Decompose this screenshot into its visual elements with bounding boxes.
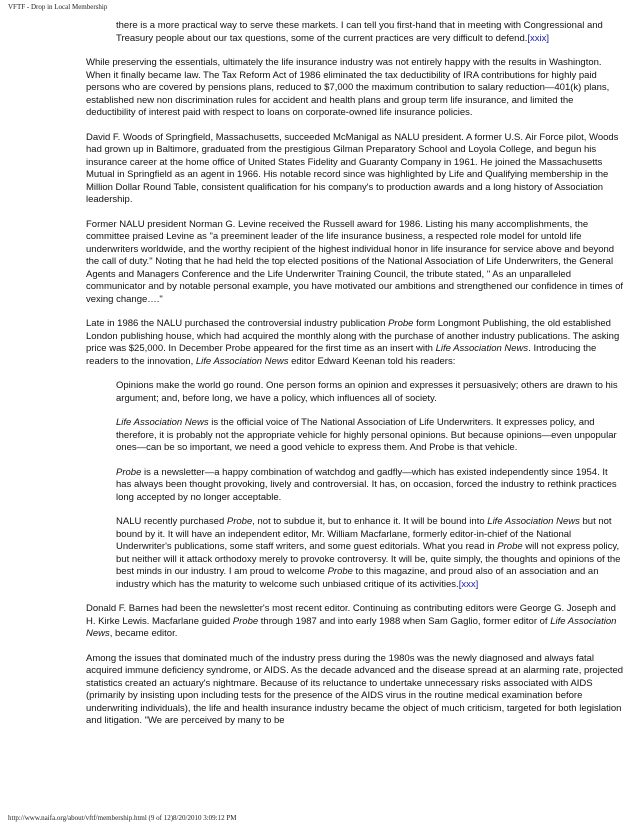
page-footer-url: http://www.naifa.org/about/vftf/membership.html (9 of 12)8/20/2010 3:09:12 PM (8, 814, 237, 822)
footnote-link[interactable]: [xxix] (527, 32, 550, 44)
italic-title: Probe (388, 318, 414, 329)
italic-title: Life Association News (86, 615, 617, 639)
text-run: NALU recently purchased (116, 516, 227, 527)
italic-title: Life Association News (435, 343, 529, 354)
document-body (86, 20, 624, 740)
body-paragraph (86, 603, 624, 641)
block-quote (86, 417, 624, 455)
italic-title: Probe (232, 615, 259, 627)
body-paragraph (86, 219, 624, 307)
block-quote (86, 516, 624, 591)
footnote-link[interactable]: [xxx] (458, 578, 479, 590)
text-run: there is a more practical way to serve these markets. I can tell you first-hand that in meeting with Congressional and Treasury people about our tax questions, some of the current practices are very difficult to defend. (116, 20, 603, 44)
body-paragraph (86, 57, 624, 120)
block-quote-paragraph (116, 516, 624, 591)
italic-title: Life Association News (116, 417, 209, 428)
text-run: While preserving the essentials, ultimately the life insurance industry was not entirely happy with the results in Washington. When it finally became law. The Tax Reform Act of 1986 eliminated the tax deductibility of IRA contributions for highly paid persons who are covered by pensions plans, reduced to $7,000 the maximum contribution to salary reduction—401(k) plans, established new non discrimination rules for accident and health plans and group term life insurance, and limited the deductibility of interest paid with respect to loans on corporate-owned life insurance policies. (86, 57, 610, 118)
block-quote-paragraph (116, 380, 624, 405)
text-run: Among the issues that dominated much of the industry press during the 1980s was the newly diagnosed and always fatal acquired immune deficiency syndrome, or AIDS. As the decade advanced and the disease spread at an alarming rate, projected statistics created an actuary's nightmare. Because of its reluctance to undertake unnecessary risks associated with AIDS (primarily by insisting upon including tests for the presence of the AIDS virus in the routine medical examination before underwriting individuals), the life and health insurance industry became the object of much criticism, targeted for both legislation and litigation. "We are perceived by many to be (86, 652, 624, 726)
text-run: to this magazine, and proud also of an association and an industry which has the maturity to welcome such unbiased critique of its activities. (116, 566, 599, 590)
text-run: . Introducing the readers to the innovation, (86, 343, 597, 367)
body-paragraph (86, 318, 624, 368)
italic-title: Probe (497, 541, 523, 552)
text-run: editor Edward Keenan told his readers: (288, 355, 456, 367)
text-run: David F. Woods of Springfield, Massachusetts, succeeded McManigal as NALU president. A former U.S. Air Force pilot, Woods had grown up in Baltimore, graduated from the prestigious Gilman Preparatory School and Loyola College, and begun his insurance career at the home office of United States Fidelity and Guaranty Company in 1961. He joined the Massachusetts Mutual in Springfield as an agent in 1966. His notable record since was highlighted by Life and Qualifying membership in the Million Dollar Round Table, consistent qualification for his company's to production awards and a long history of Association leadership. (86, 131, 619, 205)
block-quote (86, 380, 624, 405)
block-quote-paragraph (116, 417, 624, 455)
text-run: , not to subdue it, but to enhance it. It will be bound into (252, 516, 488, 527)
text-run: Late in 1986 the NALU purchased the controversial industry publication (86, 318, 389, 329)
text-run: Opinions make the world go round. One person forms an opinion and expresses it persuasively; others are drawn to his argument; and, before long, we have a policy, which influences all of society. (116, 380, 618, 404)
text-run: is a newsletter—a happy combination of watchdog and gadfly—which has existed independently since 1954. It has always been thought provoking, lively and controversial. It has, on occasion, forced the industry to rethink practices long accepted by no longer acceptable. (116, 466, 617, 503)
text-run: will not express policy, but neither will it attack orthodoxy merely to provoke controversy. It will be, quite simply, the thoughts and opinions of the best minds in our industry. I am proud to welcome (116, 541, 621, 577)
italic-title: Life Association News (195, 355, 289, 367)
italic-title: Probe (116, 466, 142, 478)
italic-title: Probe (226, 516, 253, 527)
text-run: , became editor. (109, 628, 178, 639)
block-quote-paragraph (116, 467, 624, 505)
text-run: form Longmont Publishing, the old established London publishing house, which had acquired the monthly along with the purchase of another industry publications. The asking price was $25,000. In December Probe appeared for the first time as an insert with (86, 318, 620, 354)
text-run: through 1987 and into early 1988 when Sam Gaglio, former editor of (258, 615, 551, 627)
body-paragraph (86, 132, 624, 207)
text-run: Donald F. Barnes had been the newsletter's most recent editor. Continuing as contributing editors were George G. Joseph and H. Kirke Lewis. Macfarlane guided (86, 603, 616, 627)
italic-title: Life Association News (487, 516, 580, 527)
text-run: Former NALU president Norman G. Levine received the Russell award for 1986. Listing his many accomplishments, the committee praised Levine as "a preeminent leader of the life insurance business, a respected role model for untold life underwriters worldwide, and the worthy recipient of the highest individual honor in life insurance for service above and beyond the call of duty." Noting that he had held the top elected positions of the National Association of Life Underwriters, the General Agents and Managers Conference and the Life Underwriter Training Council, the tribute stated, " As an unparalleled communicator and by notable personal example, you have motivated our ambitions and strengthened our confidence in times of vexing change…." (86, 218, 624, 305)
page-header: VFTF - Drop in Local Membership (8, 3, 108, 11)
body-paragraph (86, 653, 624, 728)
block-quote (86, 467, 624, 505)
italic-title: Probe (327, 566, 353, 577)
text-run: is the official voice of The National Association of Life Underwriters. It expresses policy, and therefore, it is probably not the appropriate vehicle for highly personal opinions. But because opinions—even unpopular ones—can be so important, we need a good vehicle to express them. And Probe is that vehicle. (116, 417, 617, 453)
body-paragraph (116, 20, 624, 45)
text-run: but not bound by it. It will have an independent editor, Mr. William Macfarlane, formerly editor-in-chief of the National Underwriter's publications, some staff writers, and some guest editorials. What you read in (116, 516, 612, 552)
